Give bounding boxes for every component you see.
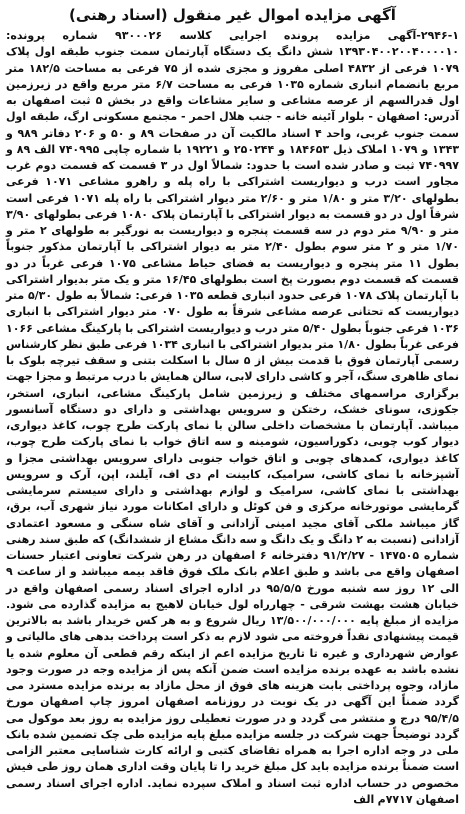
notice-title: آگهی مزایده اموال غیر منقول (اسناد رهنی) — [69, 6, 396, 24]
notice-body: ۲۹۴۶-۱-آگهی مزایده پرونده اجرایی کلاسه ۹۳۰۰۰۲۶ شماره پرونده: ۱۳۹۳۰۴۰۰۲۰۰۴۰۰۰۰۱۰ شش دانگ یک دستگاه آپارتمان سمت جنوب طبقه اول پلاک ۱۰۷۹ فرعی از ۴۸۳۲ اصلی مفروز و مجزی شده از ۷۵ فرعی به مساحت ۱۸۲/۵ متر مربع بانضمام انباری شماره ۱۰۳۵ فرعی به مساحت ۶/۷ متر مربع واقع در زیرزمین اول قدرالسهم از عرصه مشاعی و سایر مشاعات واقع در بخش ۵ ثبت اصفهان به آدرس: اصفهان - بلوار آئینه خانه - جنب هلال احمر - مجتمع مسکونی ارگ، طبقه اول سمت جنوب غربی، واحد ۴ اسناد مالکیت آن در صفحات ۸۹ و ۵۰ و ۲۰۶ دفاتر ۹۸۹ و ۱۳۴۳ و ۱۰۷۹ املاک ذیل ۱۸۴۶۵۳ و ۲۵۰۲۴۴ و ۱۹۲۲۱ با شماره چاپی ۷۴۰۹۹۵ الف ۸۹ و ۷۴۰۹۹۷ ثبت و صادر شده است با حدود: شمالاً اول در ۳ قسمت که قسمت دوم غرب مجاور است درب و دیواریست اشتراکی با راه پله و راهرو مشاعی ۱۰۷۱ فرعی بطولهای ۳/۲۰ متر و ۱/۸۰ متر و ۲/۶۰ متر دیوار اشتراکی با راه پله ۱۰۷۱ فرعی است شرقاً اول در دو قسمت به دیوار اشتراکی با آپارتمان پلاک ۱۰۸۰ فرعی بطولهای ۳/۹۰ متر و ۹/۹۰ متر دوم در سه قسمت پنجره و دیواریست به نورگیر به طولهای ۲ متر و ۱/۷۰ متر و ۲ متر سوم بطول ۲/۴۰ متر به دیوار اشتراکی با آپارتمان مذکور جنوباً بطول ۱۱ متر پنجره و دیواریست به فضای حیاط مشاعی ۱۰۷۵ فرعی غرباً در دو قسمت که قسمت دوم بصورت پخ است بطولهای ۱۶/۴۵ متر و یک متر بدیوار اشتراکی با آپارتمان پلاک ۱۰۷۸ فرعی حدود انباری قطعه ۱۰۳۵ فرعی: شمالاً به طول ۵/۳۰ متر دیواریست که تحتانی عرصه مشاعی شرقاً به طول ۰۷۰ متر دیوار اشتراکی با انباری ۱۰۳۶ فرعی جنوباً بطول ۵/۴۰ متر درب و دیواریست اشتراکی با پارکینگ مشاعی ۱۰۶۶ فرعی غرباً بطول ۱/۸۰ متر بدیوار اشتراکی با انباری ۱۰۳۴ فرعی طبق نظر کارشناس رسمی آپارتمان فوق با قدمت بیش از ۵ سال با اسکلت بتنی و سقف تیرچه بلوک با نمای ظاهری سنگ، آجر و کاشی دارای لابی، سالن همایش با درب مرتبط و مجزا جهت برگزاری مراسمهای مختلف و زیرزمین شامل پارکینگ مشاعی، انباری، استخر، جکوزی، سونای خشک، رختکن و سرویس بهداشتی و دارای دو دستگاه آسانسور میباشد. آپارتمان با مشخصات داخلی سالن با نمای پارکت طرح چوب، کاغذ دیواری، دیوار کوب چوبی، دکوراسیون، شومینه و سه اتاق خواب با نمای پارکت طرح چوب، کاغذ دیواری، کمدهای چوبی و اتاق خواب جنوبی دارای سرویس بهداشتی مجزا و آشپزخانه با نمای کاشی، سرامیک، کابینت ام دی اف، آیلند، اپن، آرک و سرویس بهداشتی با نمای کاشی، سرامیک و لوازم بهداشتی و دارای سیستم سرمایشی گرمایشی موتورخانه مرکزی و فن کوئل و دارای امکانات مورد نیاز شهری آب، برق، گاز میباشد ملکی آقای مجید امینی آزادانی و آقای شاه سنگی و مسعود اعتمادی آزادانی (نسبت به ۲ دانگ و یک دانگ و سه دانگ مشاع از ششدانگ) که طبق سند رهنی شماره ۱۴۷۵۰۵ - ۹۱/۲/۲۷ دفترخانه ۶ اصفهان در رهن شرکت تعاونی اعتبار حسنات اصفهان واقع می باشد و طبق اعلام بانک ملک فوق فاقد بیمه میباشد و از ساعت ۹ الی ۱۲ روز سه شنبه مورخ ۹۵/۵/۵ در اداره اجرای اسناد رسمی اصفهان واقع در خیابان هشت بهشت شرقی - چهارراه لول خیابان لاهیج به مزایده گذارده می شود. مزایده از مبلغ پایه ۱۳/۵۰۰/۰۰۰/۰۰۰ ریال شروع و به هر کس خریدار باشد به بالاترین قیمت پیشنهادی نقداً فروخته می شود لازم به ذکر است پرداخت بدهی های مالیاتی و عوارض شهرداری و غیره تا تاریخ مزایده اعم از اینکه رقم قطعی آن معلوم شده یا نشده باشد به عهده برنده مزایده است ضمن آنکه پس از مزایده وجه در صورت وجود مازاد، وجوه پرداختی بابت هزینه های فوق از محل مازاد به برنده مزایده مسترد می گردد ضمناً این آگهی در یک نوبت در روزنامه اصفهان امروز چاپ اصفهان مورخ ۹۵/۴/۵ درج و منتشر می گردد و در صورت تعطیلی روز مزایده به روز بعد موکول می گردد توضیحاً جهت شرکت در جلسه مزایده مبلغ پایه مزایده طی چک تضمین شده بانک ملی در وجه اداره اجرا به همراه تقاضای کتبی و ارائه کارت شناسایی معتبر الزامی است ضمناً برنده مزایده باید کل مبلغ خرید را تا پایان وقت اداری همان روز طی فیش مخصوص در حساب اداره ثبت اسناد و املاک سپرده نماید. اداره اجرای اسناد رسمی اصفهان ۷۷۱۷م الف — [6, 29, 460, 806]
